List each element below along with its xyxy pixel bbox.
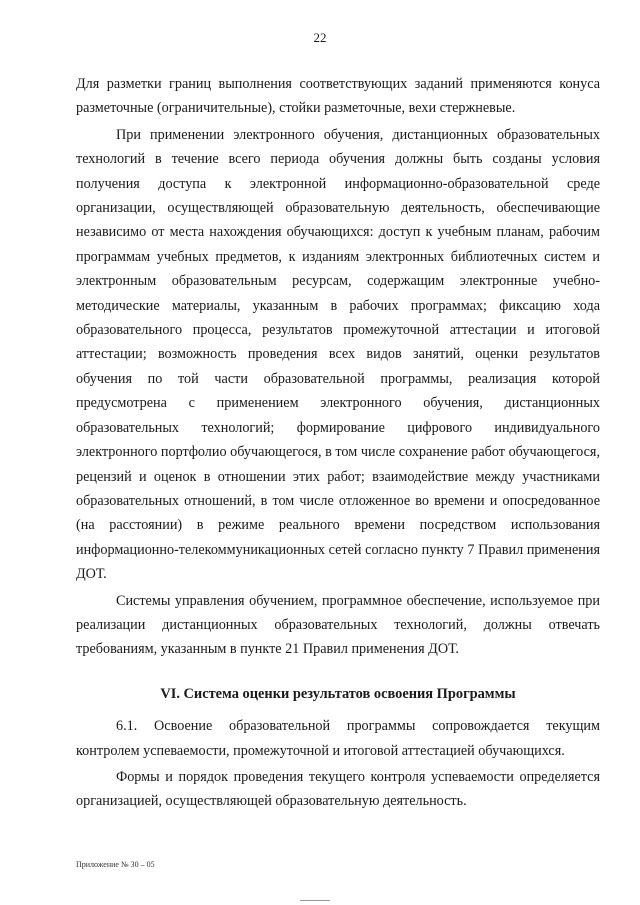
document-body: [76, 72, 600, 814]
section-heading: VI. Система оценки результатов освоения Программы: [160, 685, 516, 702]
page-number: 22: [313, 30, 327, 45]
paragraph-control-forms: Формы и порядок проведения текущего контроля успеваемости определяется организацией, осуществляющей образовательную деятельность.: [76, 768, 600, 810]
scan-artifact-line: [300, 900, 330, 901]
paragraph-lms-requirements: Системы управления обучением, программное обеспечение, используемое при реализации дистанционных образовательных технологий, должны отвечать требованиям, указанным в пункте 21 Правил применения ДОТ.: [76, 592, 600, 658]
footer-annex-note: Приложение № 30 – 05: [76, 860, 155, 869]
paragraph-equipment: Для разметки границ выполнения соответствующих заданий применяются конуса разметочные (ограничительные), стойки разметочные, вехи стержневые.: [76, 76, 600, 117]
paragraph-section-6-1: 6.1. Освоение образовательной программы сопровождается текущим контролем успеваемости, промежуточной и итоговой аттестацией обучающихся.: [76, 718, 600, 759]
paragraph-e-learning-conditions: При применении электронного обучения, дистанционных образовательных технологий в течение всего периода обучения должны быть созданы условия получения доступа к электронной информационно-образовательной среде организации, осуществляющей образовательную деятельность, обеспечивающие независимо от места нахождения обучающихся: доступ к учебным планам, рабочим программам учебных предметов, к изданиям электронных библиотечных систем и электронным образовательным ресурсам, содержащим электронные учебно-методические материалы, указанным в рабочих программах; фиксацию хода образовательного процесса, результатов промежуточной аттестации и итоговой аттестации; возможность проведения всех видов занятий, оценки результатов обучения по той части образовательной программы, реализация которой предусмотрена с применением электронного обучения, дистанционных образовательных технологий; формирование цифрового индивидуального электронного портфолио обучающегося, в том числе сохранение работ обучающегося, рецензий и оценок в отношении этих работ; взаимодействие между участниками образовательных отношений, в том числе отложенное во времени и опосредованное (на расстоянии) в режиме реального времени посредством использования информационно-телекоммуникационных сетей согласно пункту 7 Правил применения ДОТ.: [76, 126, 600, 583]
